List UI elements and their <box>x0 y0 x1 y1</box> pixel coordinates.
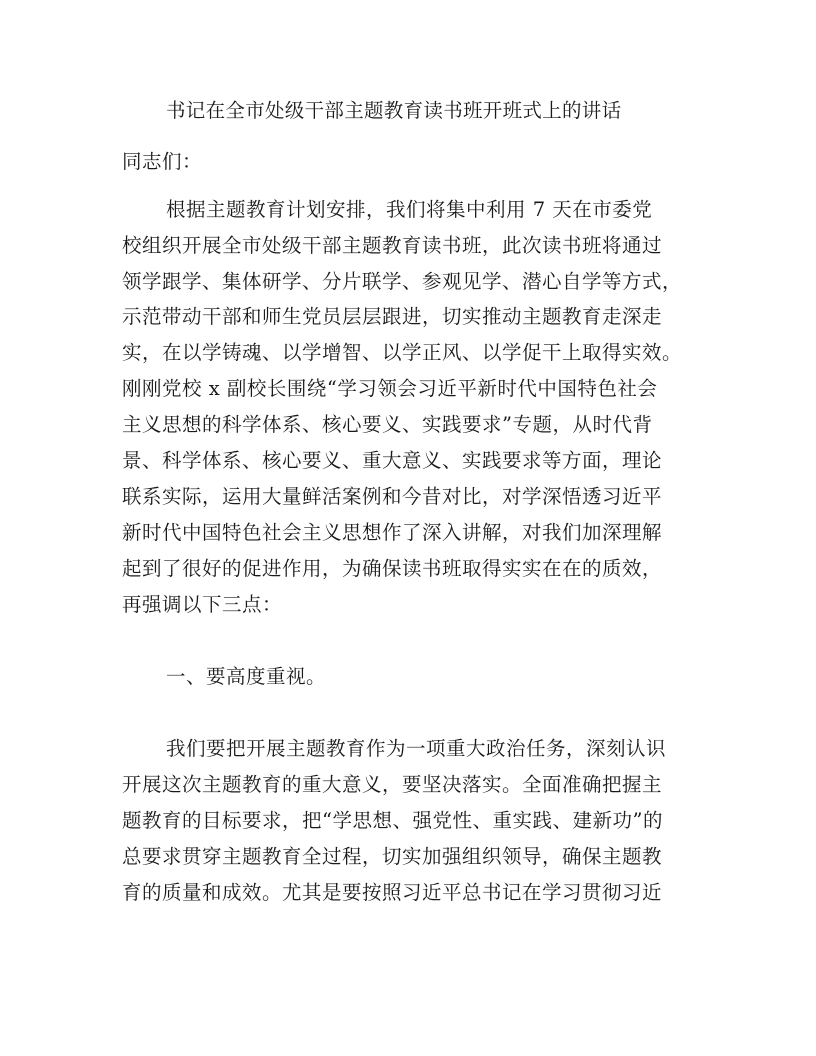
paragraph-line: 刚刚党校 x 副校长围绕“学习领会习近平新时代中国特色社会 <box>122 377 658 400</box>
paragraph-line: 校组织开展全市处级干部主题教育读书班，此次读书班将通过 <box>122 234 663 257</box>
paragraph-line: 题教育的目标要求，把“学思想、强党性、重实践、建新功”的 <box>122 809 663 832</box>
paragraph-line: 主义思想的科学体系、核心要义、实践要求”专题，从时代背 <box>122 413 653 436</box>
document-title: 书记在全市处级干部主题教育读书班开班式上的讲话 <box>166 99 622 122</box>
paragraph-line: 育的质量和成效。尤其是要按照习近平总书记在学习贯彻习近 <box>122 881 663 904</box>
paragraph-line: 我们要把开展主题教育作为一项重大政治任务，深刻认识 <box>166 737 667 760</box>
paragraph-line: 示范带动干部和师生党员层层跟进，切实推动主题教育走深走 <box>122 305 663 328</box>
section-heading-1: 一、要高度重视。 <box>166 665 327 688</box>
paragraph-line: 再强调以下三点： <box>122 593 283 616</box>
paragraph-line: 联系实际，运用大量鲜活案例和今昔对比，对学深悟透习近平 <box>122 485 663 508</box>
paragraph-line: 新时代中国特色社会主义思想作了深入讲解，对我们加深理解 <box>122 521 663 544</box>
greeting: 同志们： <box>122 150 203 173</box>
paragraph-line: 领学跟学、集体研学、分片联学、参观见学、潜心自学等方式， <box>122 270 683 293</box>
paragraph-line: 景、科学体系、核心要义、重大意义、实践要求等方面，理论 <box>122 449 663 472</box>
paragraph-line: 根据主题教育计划安排，我们将集中利用 7 天在市委党 <box>166 198 653 221</box>
paragraph-line: 总要求贯穿主题教育全过程，切实加强组织领导，确保主题教 <box>122 845 663 868</box>
paragraph-line: 起到了很好的促进作用，为确保读书班取得实实在在的质效， <box>122 557 663 580</box>
paragraph-line: 实，在以学铸魂、以学增智、以学正风、以学促干上取得实效。 <box>122 341 683 364</box>
paragraph-line: 开展这次主题教育的重大意义，要坚决落实。全面准确把握主 <box>122 773 663 796</box>
